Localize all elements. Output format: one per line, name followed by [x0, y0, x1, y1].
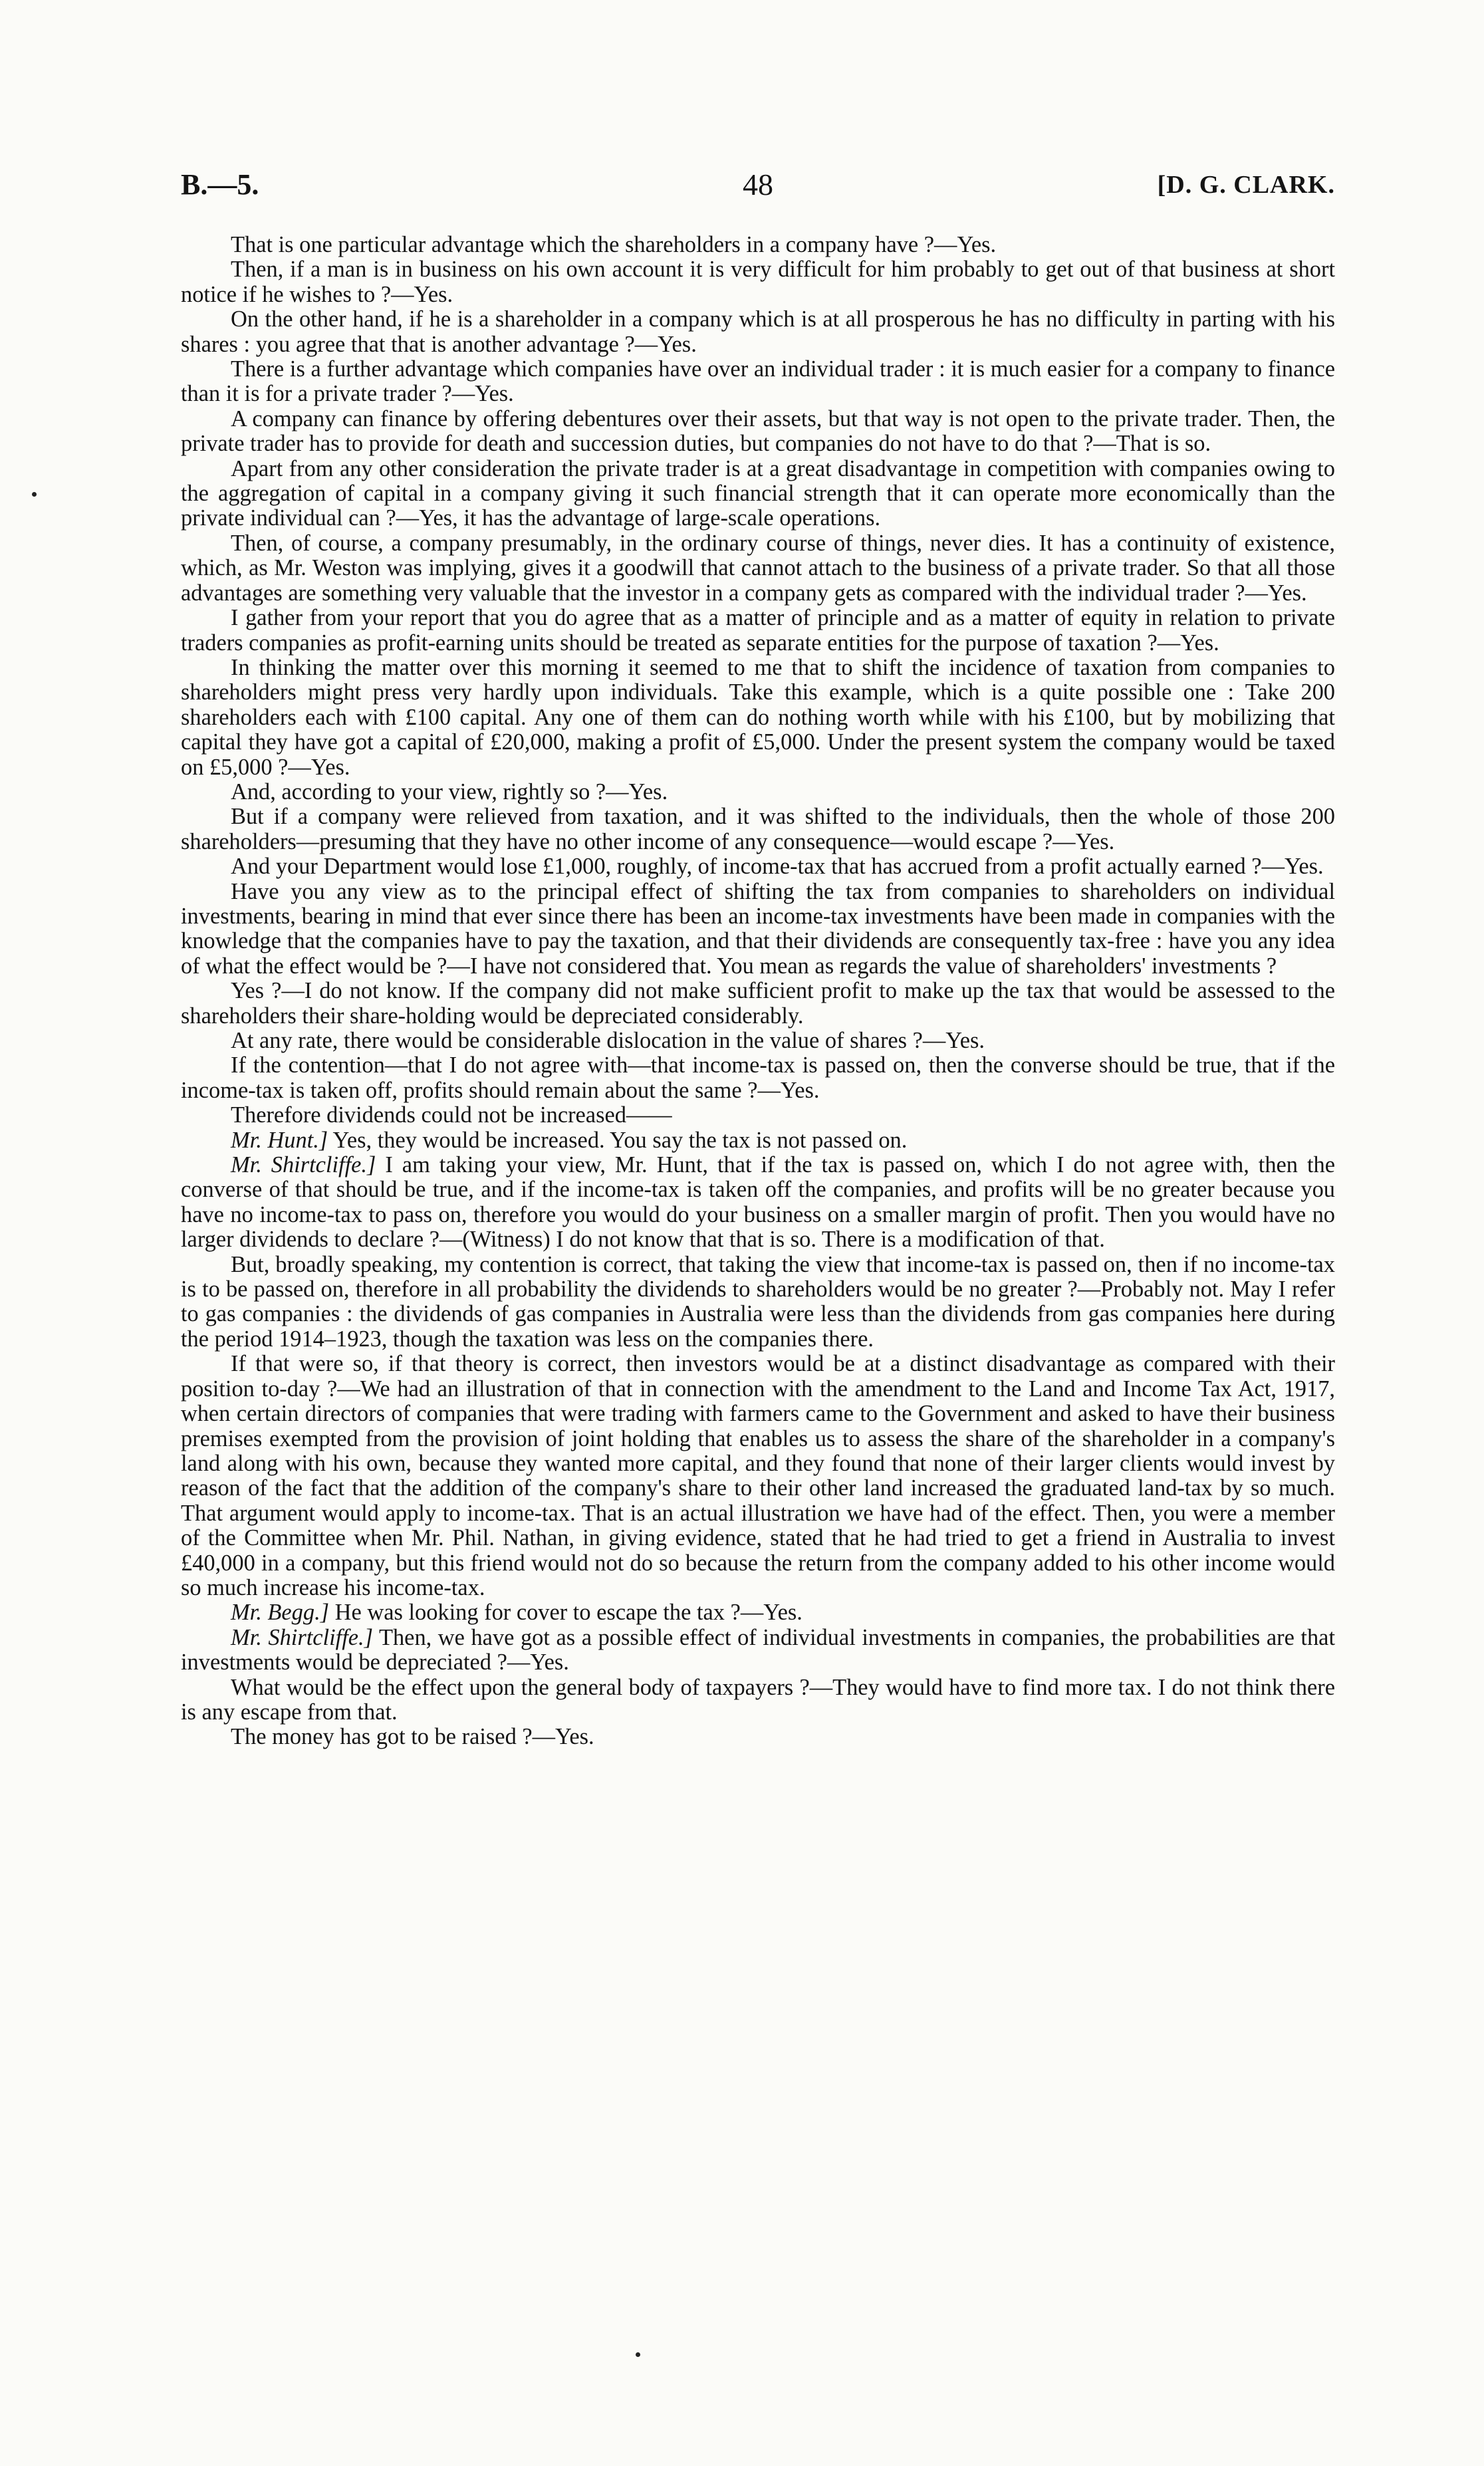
paragraph: Yes ?—I do not know. If the company did not make sufficient profit to make up the tax that would be assessed to the shareholders their share-holding would be depreciated considerably.	[181, 978, 1335, 1029]
margin-speck	[32, 492, 37, 497]
paragraph: Mr. Shirtcliffe.] Then, we have got as a possible effect of individual investments in companies, the probabilities are that investments would be depreciated ?—Yes.	[181, 1624, 1335, 1675]
paragraph: Then, if a man is in business on his own account it is very difficult for him probably to get out of that business at short notice if he wishes to ?—Yes.	[181, 257, 1335, 307]
paragraph: If the contention—that I do not agree with—that income-tax is passed on, then the converse should be true, that if the income-tax is taken off, profits should remain about the same ?—Yes.	[181, 1052, 1335, 1103]
paragraph: And, according to your view, rightly so ?—Yes.	[231, 779, 668, 804]
page-number: 48	[743, 168, 773, 201]
speaker-name: Mr. Hunt.]	[231, 1127, 328, 1153]
paragraph: Apart from any other consideration the private trader is at a great disadvantage in competition with companies owing to the aggregation of capital in a company giving it such financial strength that it can operate more economically than the private individual can ?—Yes, it has the advantage of large-scale operations.	[181, 455, 1335, 531]
paragraph: But if a company were relieved from taxation, and it was shifted to the individuals, then the whole of those 200 shareholders—presuming that they have no other income of any consequence—would escape ?—Yes.	[181, 804, 1335, 854]
paragraph: At any rate, there would be considerable dislocation in the value of shares ?—Yes.	[231, 1028, 985, 1053]
paragraph: Mr. Begg.] He was looking for cover to escape the tax ?—Yes.	[231, 1600, 803, 1626]
paragraph: Have you any view as to the principal effect of shifting the tax from companies to shareholders on individual investments, bearing in mind that ever since there has been an income-tax investments have been made in companies with the knowledge that the companies have to pay the taxation, and that their dividends are consequently tax-free : have you any idea of what the effect would be ?—I have not considered that. You mean as regards the value of shareholders' investments ?	[181, 878, 1335, 979]
paragraph: There is a further advantage which companies have over an individual trader : it is much easier for a company to finance than it is for a private trader ?—Yes.	[181, 356, 1335, 407]
paragraph: The money has got to be raised ?—Yes.	[231, 1724, 594, 1750]
paragraph: Then, of course, a company presumably, in the ordinary course of things, never dies. It has a continuity of existence, which, as Mr. Weston was implying, gives it a goodwill that cannot attach to the business of a private trader. So that all those advantages are something very valuable that the investor in a company gets as compared with the individual trader ?—Yes.	[181, 530, 1335, 606]
paragraph: What would be the effect upon the general body of taxpayers ?—They would have to find more tax. I do not think there is any escape from that.	[181, 1674, 1335, 1725]
paragraph: A company can finance by offering debentures over their assets, but that way is not open to the private trader. Then, the private trader has to provide for death and succession duties, but companies do not have to do that ?—That is so.	[181, 406, 1335, 457]
paragraph: Mr. Shirtcliffe.] I am taking your view, Mr. Hunt, that if the tax is passed on, which I do not agree with, then the converse of that should be true, and if the income-tax is taken off the companies, and profits will be no greater because you have no income-tax to pass on, therefore you would do your business on a smaller margin of profit. Then you would have no larger dividends to declare ?—(Witness) I do not know that that is so. There is a modification of that.	[181, 1152, 1335, 1253]
witness-name: [D. G. CLARK.	[1157, 171, 1335, 199]
paragraph: If that were so, if that theory is correct, then investors would be at a distinct disadvantage as compared with their position to-day ?—We had an illustration of that in connection with the amendment to the Land and Income Tax Act, 1917, when certain directors of companies that were trading with farmers came to the Government and asked to have their business premises exempted from the provision of joint holding that enables us to assess the share of the shareholder in a company's land along with his own, because they wanted more capital, and they found that none of their larger clients would invest by reason of the fact that the addition of the company's share to their other land increased the graduated land-tax by so much. That argument would apply to income-tax. That is an actual illustration we have had of the effect. Then, you were a member of the Committee when Mr. Phil. Nathan, in giving evidence, stated that he had tried to get a friend in Australia to invest £40,000 in a company, but this friend would not do so because the return from the company added to his other income would so much increase his income-tax.	[181, 1351, 1335, 1600]
document-code: B.—5.	[181, 168, 259, 201]
speaker-name: Mr. Shirtcliffe.]	[231, 1624, 374, 1650]
paragraph: On the other hand, if he is a shareholder in a company which is at all prosperous he has no difficulty in parting with his shares : you agree that that is another advantage ?—Yes.	[181, 307, 1335, 357]
paragraph: I gather from your report that you do agree that as a matter of principle and as a matter of equity in relation to private traders companies as profit-earning units should be treated as separate entities for the purpose of taxation ?—Yes.	[181, 605, 1335, 656]
paragraph: Mr. Hunt.] Yes, they would be increased. You say the tax is not passed on.	[231, 1127, 908, 1153]
paragraph: But, broadly speaking, my contention is correct, that taking the view that income-tax is passed on, then if no income-tax is to be passed on, therefore in all probability the dividends to shareholders would be no greater ?—Probably not. May I refer to gas companies : the dividends of gas companies in Australia were less than the dividends from gas companies here during the period 1914–1923, though the taxation was less on the companies there.	[181, 1251, 1335, 1352]
paragraph: Therefore dividends could not be increased——	[231, 1102, 672, 1128]
evidence-transcript	[181, 233, 1335, 2214]
paragraph: In thinking the matter over this morning it seemed to me that to shift the incidence of taxation from companies to shareholders might press very hardly upon individuals. Take this example, which is a quite possible one : Take 200 shareholders each with £100 capital. Any one of them can do nothing worth while with his £100, but by mobilizing that capital they have got a capital of £20,000, making a profit of £5,000. Under the present system the company would be taxed on £5,000 ?—Yes.	[181, 654, 1335, 780]
paragraph: And your Department would lose £1,000, roughly, of income-tax that has accrued from a profit actually earned ?—Yes.	[231, 854, 1324, 880]
bottom-speck	[636, 2352, 640, 2357]
speaker-name: Mr. Begg.]	[231, 1600, 330, 1626]
paragraph: That is one particular advantage which the shareholders in a company have ?—Yes.	[231, 233, 997, 257]
page-header	[181, 165, 1335, 205]
speaker-name: Mr. Shirtcliffe.]	[231, 1152, 376, 1178]
